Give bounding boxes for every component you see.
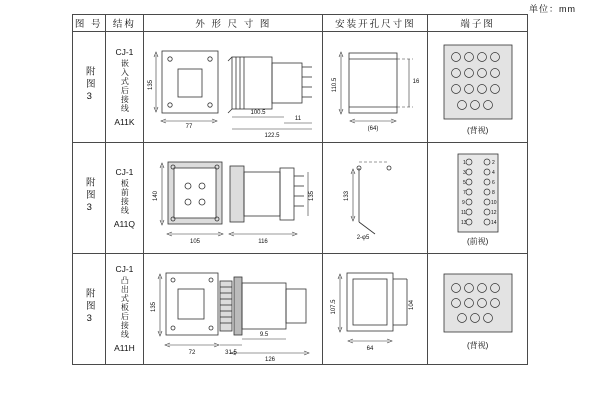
svg-text:2-φ5: 2-φ5 xyxy=(357,235,370,241)
structure-desc: 凸出式板后接线 xyxy=(120,276,130,339)
svg-text:126: 126 xyxy=(265,357,276,363)
svg-text:77: 77 xyxy=(186,124,193,130)
terminal-caption: (前视) xyxy=(467,236,489,246)
terminal-caption: (背视) xyxy=(467,125,489,135)
svg-text:16: 16 xyxy=(413,79,420,85)
svg-text:135: 135 xyxy=(309,190,316,202)
cell-outline-drawing xyxy=(144,254,323,365)
structure-model: CJ-1 xyxy=(115,46,134,57)
spec-table xyxy=(72,14,528,365)
svg-text:4: 4 xyxy=(491,169,495,176)
cell-structure xyxy=(105,143,144,254)
svg-text:1: 1 xyxy=(462,159,466,166)
cell-tuhao xyxy=(73,143,106,254)
tuhao-value: 附图3 xyxy=(83,177,95,216)
svg-text:2: 2 xyxy=(491,159,495,166)
cell-tuhao xyxy=(73,254,106,365)
svg-text:11: 11 xyxy=(460,209,466,216)
svg-text:140: 140 xyxy=(153,190,160,202)
structure-code: A11Q xyxy=(113,218,135,229)
svg-text:6: 6 xyxy=(491,179,495,186)
outline-drawing-2 xyxy=(144,144,322,252)
outline-drawing-1 xyxy=(144,33,322,141)
cell-structure xyxy=(105,32,144,143)
svg-text:116: 116 xyxy=(258,239,269,245)
header-jiegou: 结构 xyxy=(105,15,144,32)
table-row xyxy=(73,32,528,143)
cell-tuhao xyxy=(73,32,106,143)
svg-text:13: 13 xyxy=(460,219,467,226)
header-waixing: 外 形 尺 寸 图 xyxy=(144,15,323,32)
structure-desc: 板前接线 xyxy=(120,178,130,215)
table-header-row xyxy=(73,15,528,32)
svg-text:135: 135 xyxy=(151,301,158,313)
svg-text:105: 105 xyxy=(190,239,201,245)
mount-drawing-3 xyxy=(323,255,427,363)
cell-outline-drawing xyxy=(144,32,323,143)
terminal-drawing-1 xyxy=(428,39,527,136)
structure-model: CJ-1 xyxy=(115,166,134,177)
tuhao-value: 附图3 xyxy=(83,288,95,327)
terminal-caption: (背视) xyxy=(467,340,489,350)
cell-mount-drawing xyxy=(323,254,428,365)
structure-model: CJ-1 xyxy=(115,264,134,274)
mount-drawing-2 xyxy=(323,144,427,252)
svg-text:110.5: 110.5 xyxy=(332,77,339,93)
svg-text:5: 5 xyxy=(462,179,466,186)
unit-note: 单位：mm xyxy=(529,4,576,14)
svg-text:7: 7 xyxy=(462,189,466,196)
cell-terminal-drawing xyxy=(428,143,528,254)
terminal-drawing-3 xyxy=(428,268,527,351)
table-row xyxy=(73,254,528,365)
header-duanzi: 端子图 xyxy=(428,15,528,32)
svg-text:14: 14 xyxy=(490,219,497,226)
svg-text:8: 8 xyxy=(491,189,495,196)
svg-text:122.5: 122.5 xyxy=(264,133,280,139)
outline-drawing-3 xyxy=(144,255,322,363)
svg-text:11: 11 xyxy=(295,116,302,122)
svg-text:64: 64 xyxy=(367,346,374,352)
svg-text:135: 135 xyxy=(148,79,155,91)
svg-text:10: 10 xyxy=(490,199,497,206)
svg-text:9.5: 9.5 xyxy=(260,332,269,338)
svg-text:9: 9 xyxy=(461,199,465,206)
header-anzhuang: 安装开孔尺寸图 xyxy=(323,15,428,32)
tuhao-value: 附图3 xyxy=(83,66,95,105)
cell-outline-drawing xyxy=(144,143,323,254)
cell-mount-drawing xyxy=(323,143,428,254)
cell-mount-drawing xyxy=(323,32,428,143)
svg-text:107.5: 107.5 xyxy=(331,299,338,315)
header-tuhao: 图 号 xyxy=(73,15,106,32)
svg-text:133: 133 xyxy=(344,190,351,202)
cell-structure xyxy=(105,254,144,365)
cell-terminal-drawing xyxy=(428,32,528,143)
svg-text:100.5: 100.5 xyxy=(250,110,266,116)
svg-text:31.5: 31.5 xyxy=(225,350,238,356)
svg-text:12: 12 xyxy=(490,209,497,216)
svg-text:3: 3 xyxy=(462,169,466,176)
terminal-drawing-2 xyxy=(428,150,527,247)
cell-terminal-drawing xyxy=(428,254,528,365)
svg-text:(64): (64) xyxy=(368,126,379,132)
svg-text:72: 72 xyxy=(189,350,196,356)
structure-code: A11H xyxy=(114,343,135,353)
mount-drawing-1 xyxy=(323,33,427,141)
structure-code: A11K xyxy=(114,116,135,127)
table-row xyxy=(73,143,528,254)
structure-desc: 嵌入式后接线 xyxy=(120,58,130,113)
svg-text:104: 104 xyxy=(409,299,416,311)
